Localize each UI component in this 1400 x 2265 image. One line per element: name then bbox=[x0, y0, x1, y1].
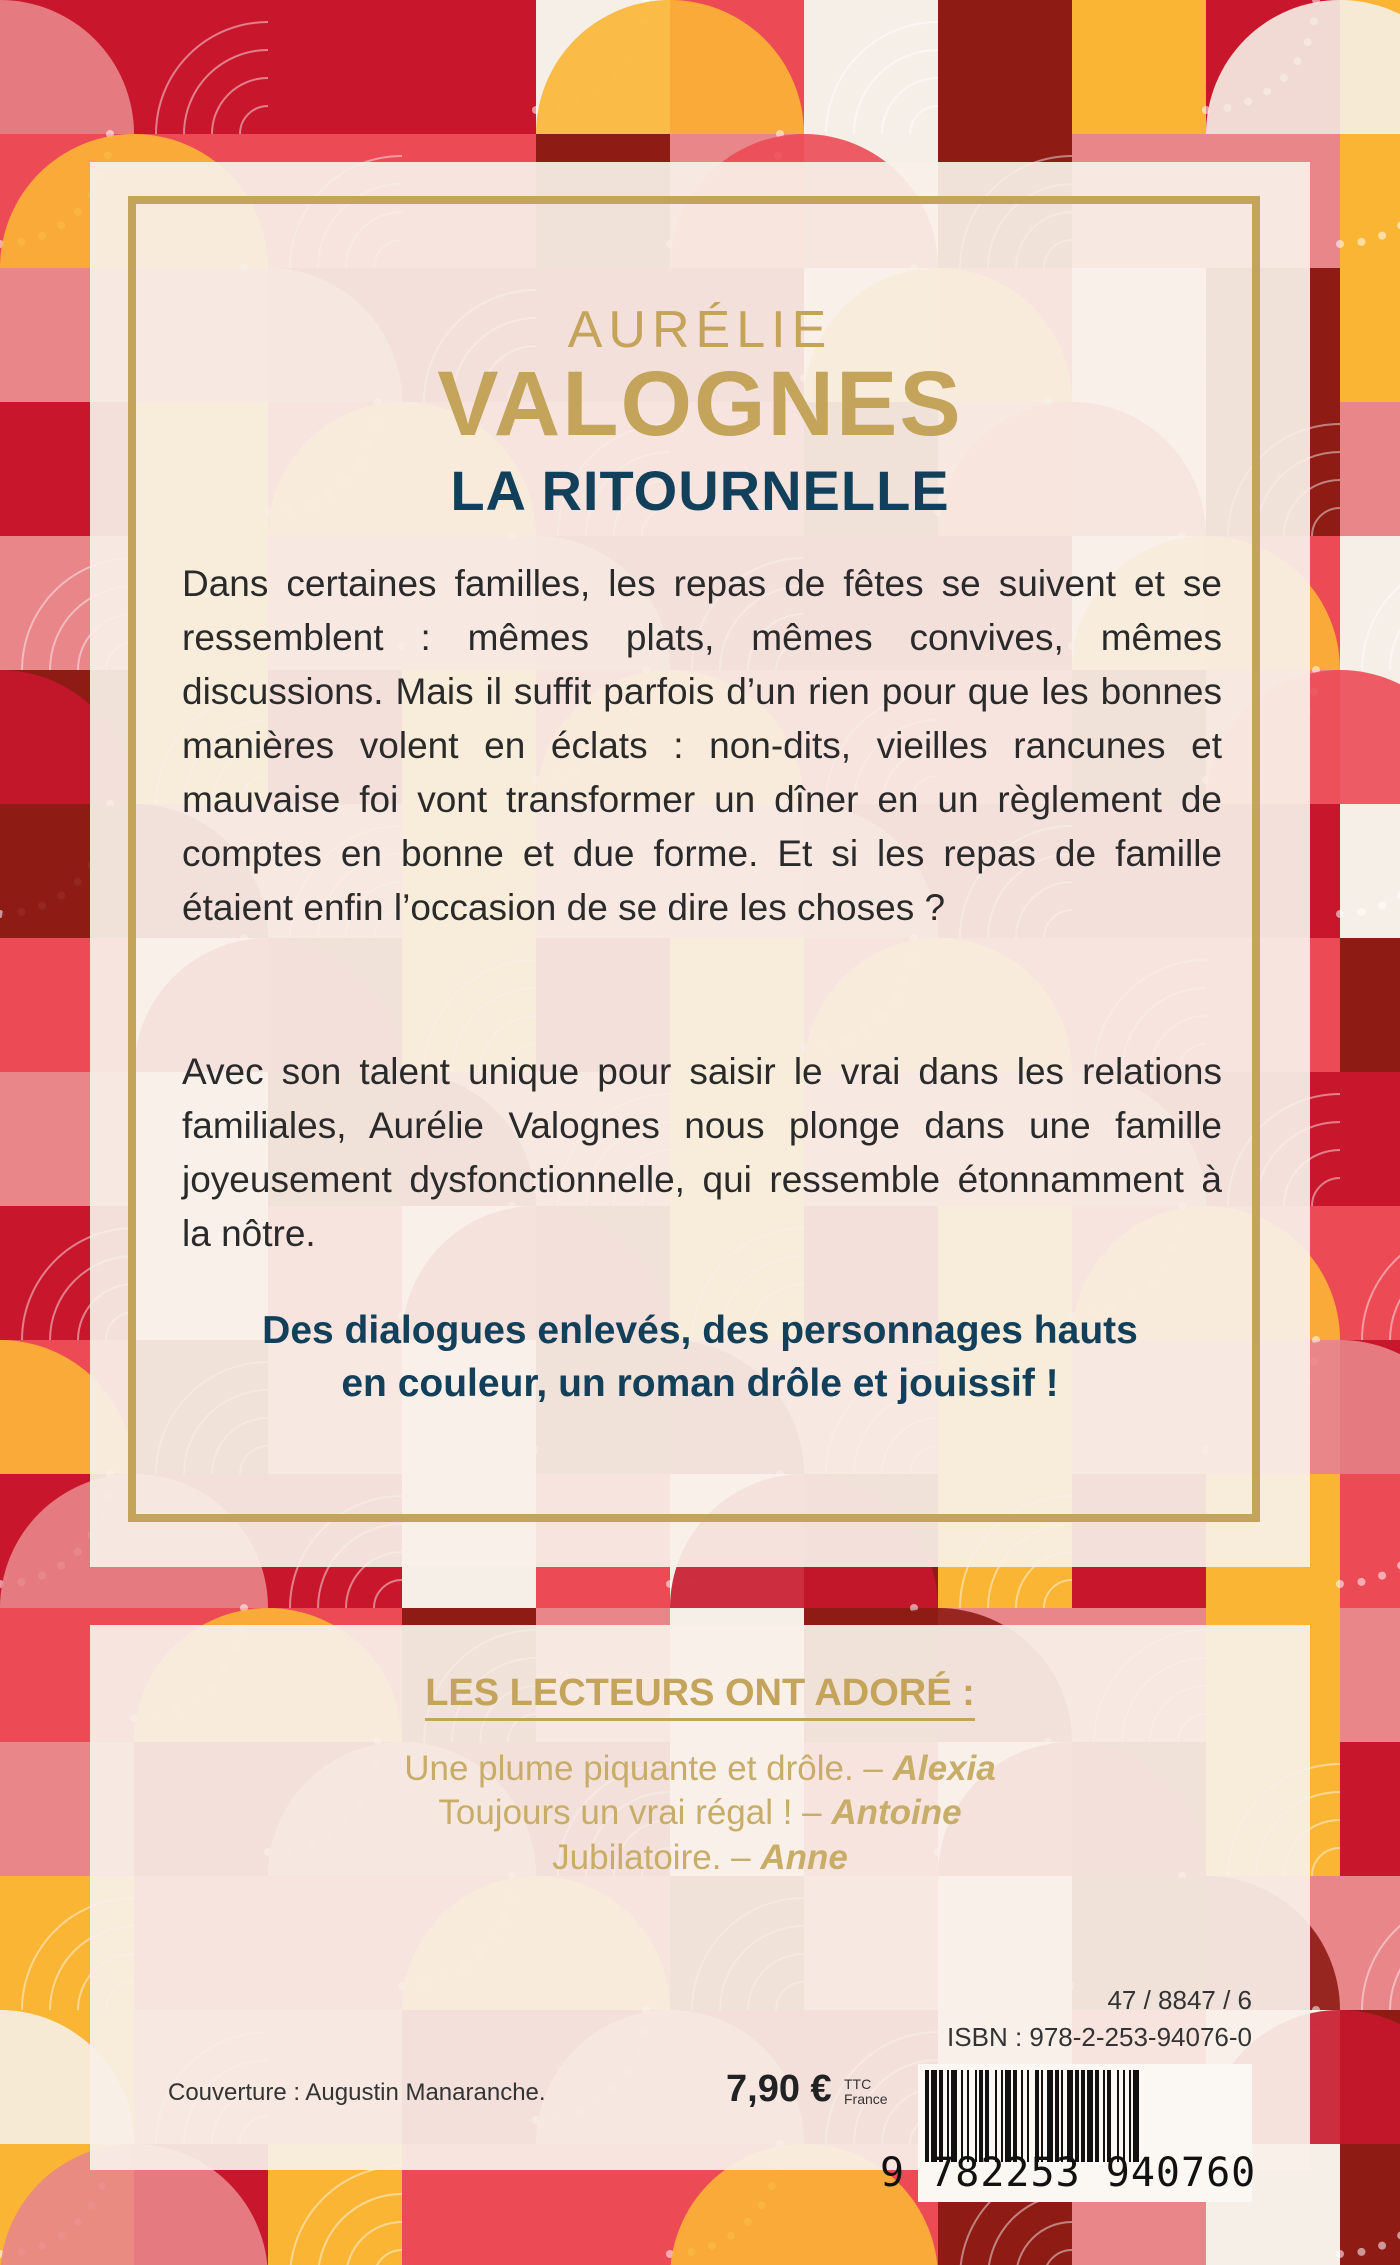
blurb-paragraph-1: Dans certaines familles, les repas de fêtes se suivent et se ressemblent : mêmes plats, mêmes convives, mêmes discussions. Mais il suffit parfois d’un rien pour que les bonnes manières volent en éclats : non-dits, vieilles rancunes et mauvaise foi vont transformer un dîner en un règlement de comptes en bonne et due forme. Et si les repas de famille étaient enfin l’occasion de se dire les choses ? bbox=[182, 563, 1222, 928]
barcode-icon bbox=[925, 2070, 1250, 2162]
reader-quote bbox=[0, 1749, 1400, 1789]
blurb-highlight bbox=[0, 1304, 1400, 1410]
reader-quote bbox=[0, 1838, 1400, 1878]
readers-title-text: LES LECTEURS ONT ADORÉ : bbox=[425, 1672, 975, 1721]
reader-quote bbox=[0, 1793, 1400, 1833]
quote-author: Alexia bbox=[892, 1749, 996, 1788]
quote-author: Anne bbox=[760, 1838, 848, 1877]
quote-text: Toujours un vrai régal ! – bbox=[438, 1793, 832, 1832]
price-note bbox=[844, 2077, 888, 2107]
blurb-paragraph-2: Avec son talent unique pour saisir le vrai dans les relations familiales, Aurélie Valognes nous plonge dans une famille joyeusement dysfonctionnelle, qui ressemble étonnamment à la nôtre. bbox=[182, 1051, 1222, 1254]
price-note-ttc: TTC bbox=[844, 2076, 872, 2092]
barcode-digits: 9 782253 940760 bbox=[880, 2150, 1257, 2196]
book-title: LA RITOURNELLE bbox=[450, 459, 950, 522]
price: 7,90 € bbox=[726, 2068, 832, 2110]
cover-credit: Couverture : Augustin Manaranche. bbox=[168, 2079, 546, 2106]
catalog-code: 47 / 8847 / 6 bbox=[1107, 1985, 1252, 2015]
quote-text: Jubilatoire. – bbox=[552, 1838, 761, 1877]
highlight-line-1: Des dialogues enlevés, des personnages hauts bbox=[262, 1309, 1138, 1352]
readers-title bbox=[0, 1672, 1400, 1715]
highlight-line-2: en couleur, un roman drôle et jouissif ! bbox=[341, 1362, 1059, 1405]
author-first-name: AURÉLIE bbox=[567, 301, 833, 359]
isbn: ISBN : 978-2-253-94076-0 bbox=[947, 2022, 1252, 2052]
quote-text: Une plume piquante et drôle. – bbox=[404, 1749, 893, 1788]
price-note-country: France bbox=[844, 2091, 888, 2107]
quote-author: Antoine bbox=[831, 1793, 962, 1832]
author-last-name: VALOGNES bbox=[437, 353, 963, 455]
